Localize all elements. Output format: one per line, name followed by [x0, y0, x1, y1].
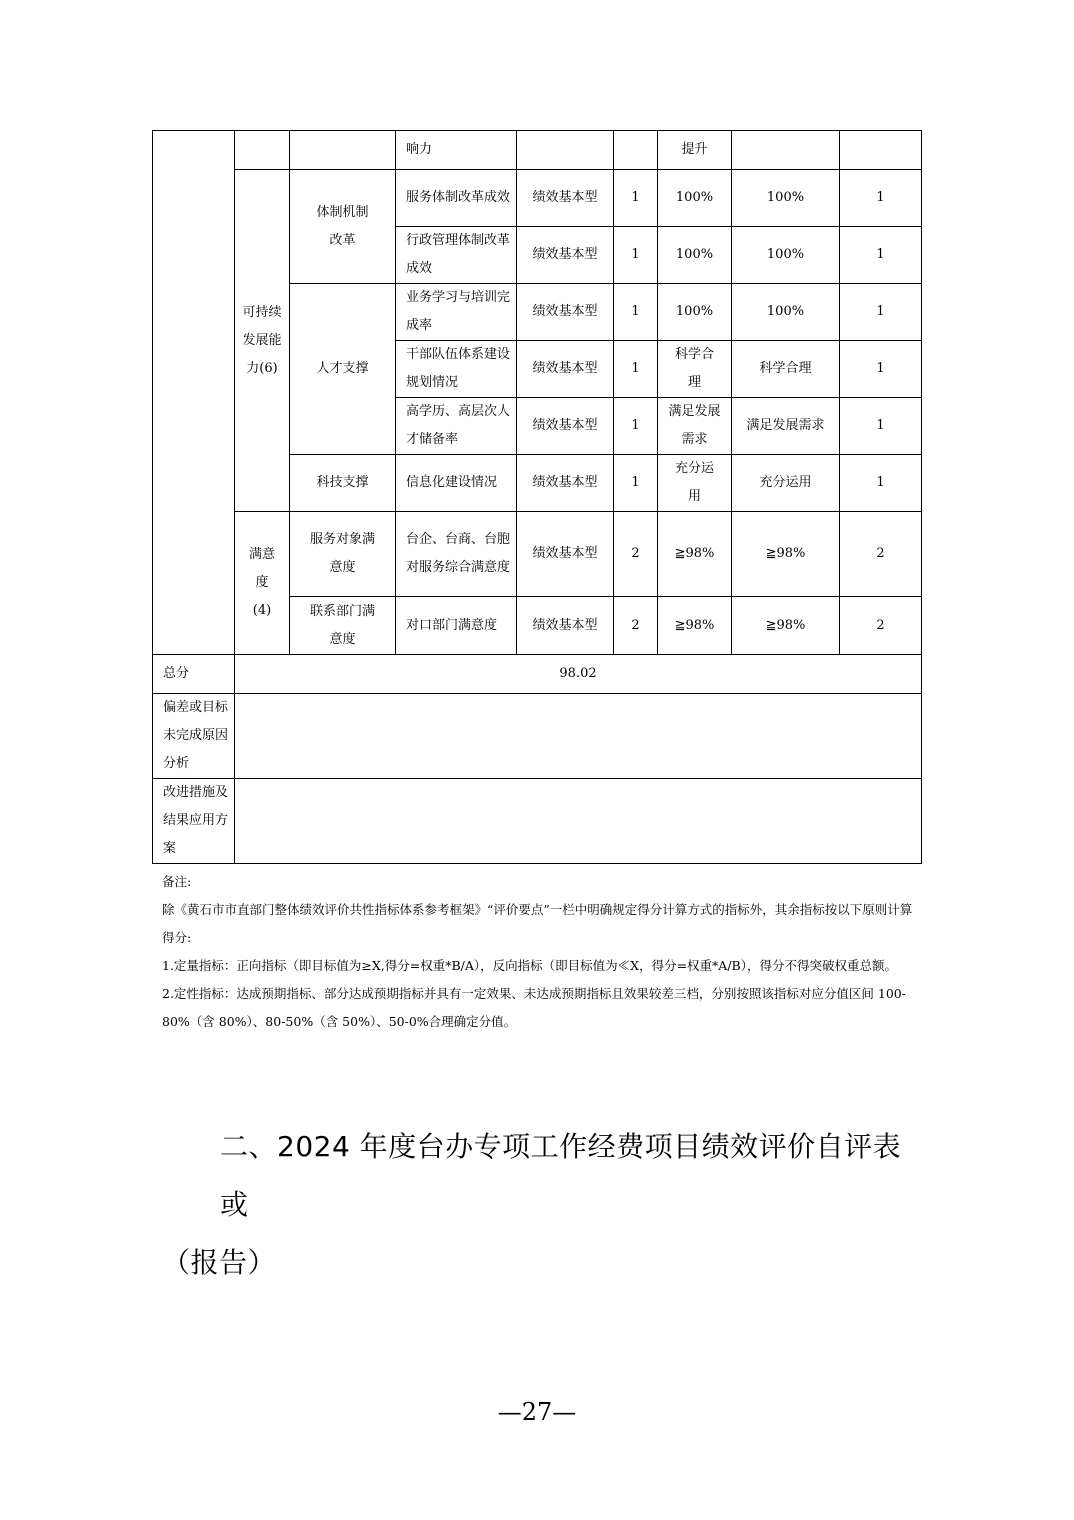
weight-cell: 1 — [614, 227, 658, 284]
weight-cell: 1 — [614, 170, 658, 227]
weight-cell: 1 — [614, 455, 658, 512]
target-cell: 提升 — [658, 131, 732, 170]
subcategory-service-target: 服务对象满意度 — [290, 512, 396, 597]
notes-paragraph: 2.定性指标：达成预期指标、部分达成预期指标并具有一定效果、未达成预期指标且效果较差三档，分别按照该指标对应分值区间 100-80%（含 80%）、80-50%（含 50%）、50-0%合理确定分值。 — [162, 986, 906, 1029]
weight-cell: 2 — [614, 597, 658, 655]
target-cell: 100% — [658, 227, 732, 284]
notes-paragraph: 除《黄石市市直部门整体绩效评价共性指标体系参考框架》“评价要点”一栏中明确规定得分计算方式的指标外，其余指标按以下原则计算得分: — [162, 902, 913, 945]
actual-cell: 满足发展需求 — [732, 398, 840, 455]
total-value: 98.02 — [235, 655, 922, 694]
score-cell: 1 — [840, 341, 922, 398]
indicator-name-cell: 行政管理体制改革成效 — [396, 227, 517, 284]
deviation-value — [235, 694, 922, 779]
type-cell: 绩效基本型 — [517, 597, 614, 655]
actual-cell: 100% — [732, 227, 840, 284]
heading-line-2: （报告） — [162, 1246, 277, 1279]
type-cell: 绩效基本型 — [517, 284, 614, 341]
weight-cell: 1 — [614, 341, 658, 398]
target-cell: 满足发展需求 — [658, 398, 732, 455]
target-cell: ≧98% — [658, 512, 732, 597]
type-cell: 绩效基本型 — [517, 455, 614, 512]
table-row — [153, 655, 922, 694]
weight-cell: 2 — [614, 512, 658, 597]
total-label: 总分 — [153, 655, 235, 694]
actual-cell: ≧98% — [732, 597, 840, 655]
target-cell: 充分运用 — [658, 455, 732, 512]
table-row — [153, 131, 922, 170]
table-row — [153, 170, 922, 227]
type-cell: 绩效基本型 — [517, 512, 614, 597]
indicator-name-cell: 信息化建设情况 — [396, 455, 517, 512]
actual-cell: 100% — [732, 170, 840, 227]
table-row — [153, 779, 922, 864]
actual-cell: 充分运用 — [732, 455, 840, 512]
score-cell: 1 — [840, 398, 922, 455]
category-satisfaction: 满意度(4) — [235, 512, 290, 655]
table-row — [153, 512, 922, 597]
subcategory-system-reform: 体制机制改革 — [290, 170, 396, 284]
weight-cell: 1 — [614, 398, 658, 455]
indicator-name-cell: 干部队伍体系建设规划情况 — [396, 341, 517, 398]
heading-line-1: 二、2024 年度台办专项工作经费项目绩效评价自评表或 — [220, 1130, 902, 1221]
score-cell: 2 — [840, 597, 922, 655]
deviation-label: 偏差或目标未完成原因分析 — [153, 694, 235, 779]
indicator-name-cell: 服务体制改革成效 — [396, 170, 517, 227]
indicator-name-cell: 台企、台商、台胞对服务综合满意度 — [396, 512, 517, 597]
target-cell: ≧98% — [658, 597, 732, 655]
target-cell: 100% — [658, 284, 732, 341]
score-cell: 2 — [840, 512, 922, 597]
notes-paragraph: 1.定量指标：正向指标（即目标值为≥X,得分=权重*B/A），反向指标（即目标值为≪X，得分=权重*A/B），得分不得突破权重总额。 — [162, 958, 897, 973]
improvement-label: 改进措施及结果应用方案 — [153, 779, 235, 864]
type-cell: 绩效基本型 — [517, 227, 614, 284]
indicator-name-cell: 响力 — [396, 131, 517, 170]
score-cell: 1 — [840, 284, 922, 341]
notes-section — [162, 868, 914, 1036]
page-number: —27— — [497, 1398, 577, 1426]
performance-table — [152, 130, 922, 864]
type-cell: 绩效基本型 — [517, 341, 614, 398]
actual-cell: ≧98% — [732, 512, 840, 597]
subcategory-talent: 人才支撑 — [290, 284, 396, 455]
improvement-value — [235, 779, 922, 864]
target-cell: 100% — [658, 170, 732, 227]
subcategory-dept: 联系部门满意度 — [290, 597, 396, 655]
score-cell: 1 — [840, 455, 922, 512]
weight-cell: 1 — [614, 284, 658, 341]
indicator-name-cell: 业务学习与培训完成率 — [396, 284, 517, 341]
section-heading — [162, 1118, 922, 1292]
score-cell: 1 — [840, 170, 922, 227]
actual-cell: 科学合理 — [732, 341, 840, 398]
type-cell: 绩效基本型 — [517, 170, 614, 227]
score-cell: 1 — [840, 227, 922, 284]
type-cell: 绩效基本型 — [517, 398, 614, 455]
subcategory-tech: 科技支撑 — [290, 455, 396, 512]
target-cell: 科学合理 — [658, 341, 732, 398]
notes-title: 备注: — [162, 874, 192, 889]
table-row — [153, 694, 922, 779]
category-sustainability: 可持续发展能力(6) — [235, 170, 290, 512]
indicator-name-cell: 高学历、高层次人才储备率 — [396, 398, 517, 455]
indicator-name-cell: 对口部门满意度 — [396, 597, 517, 655]
actual-cell: 100% — [732, 284, 840, 341]
